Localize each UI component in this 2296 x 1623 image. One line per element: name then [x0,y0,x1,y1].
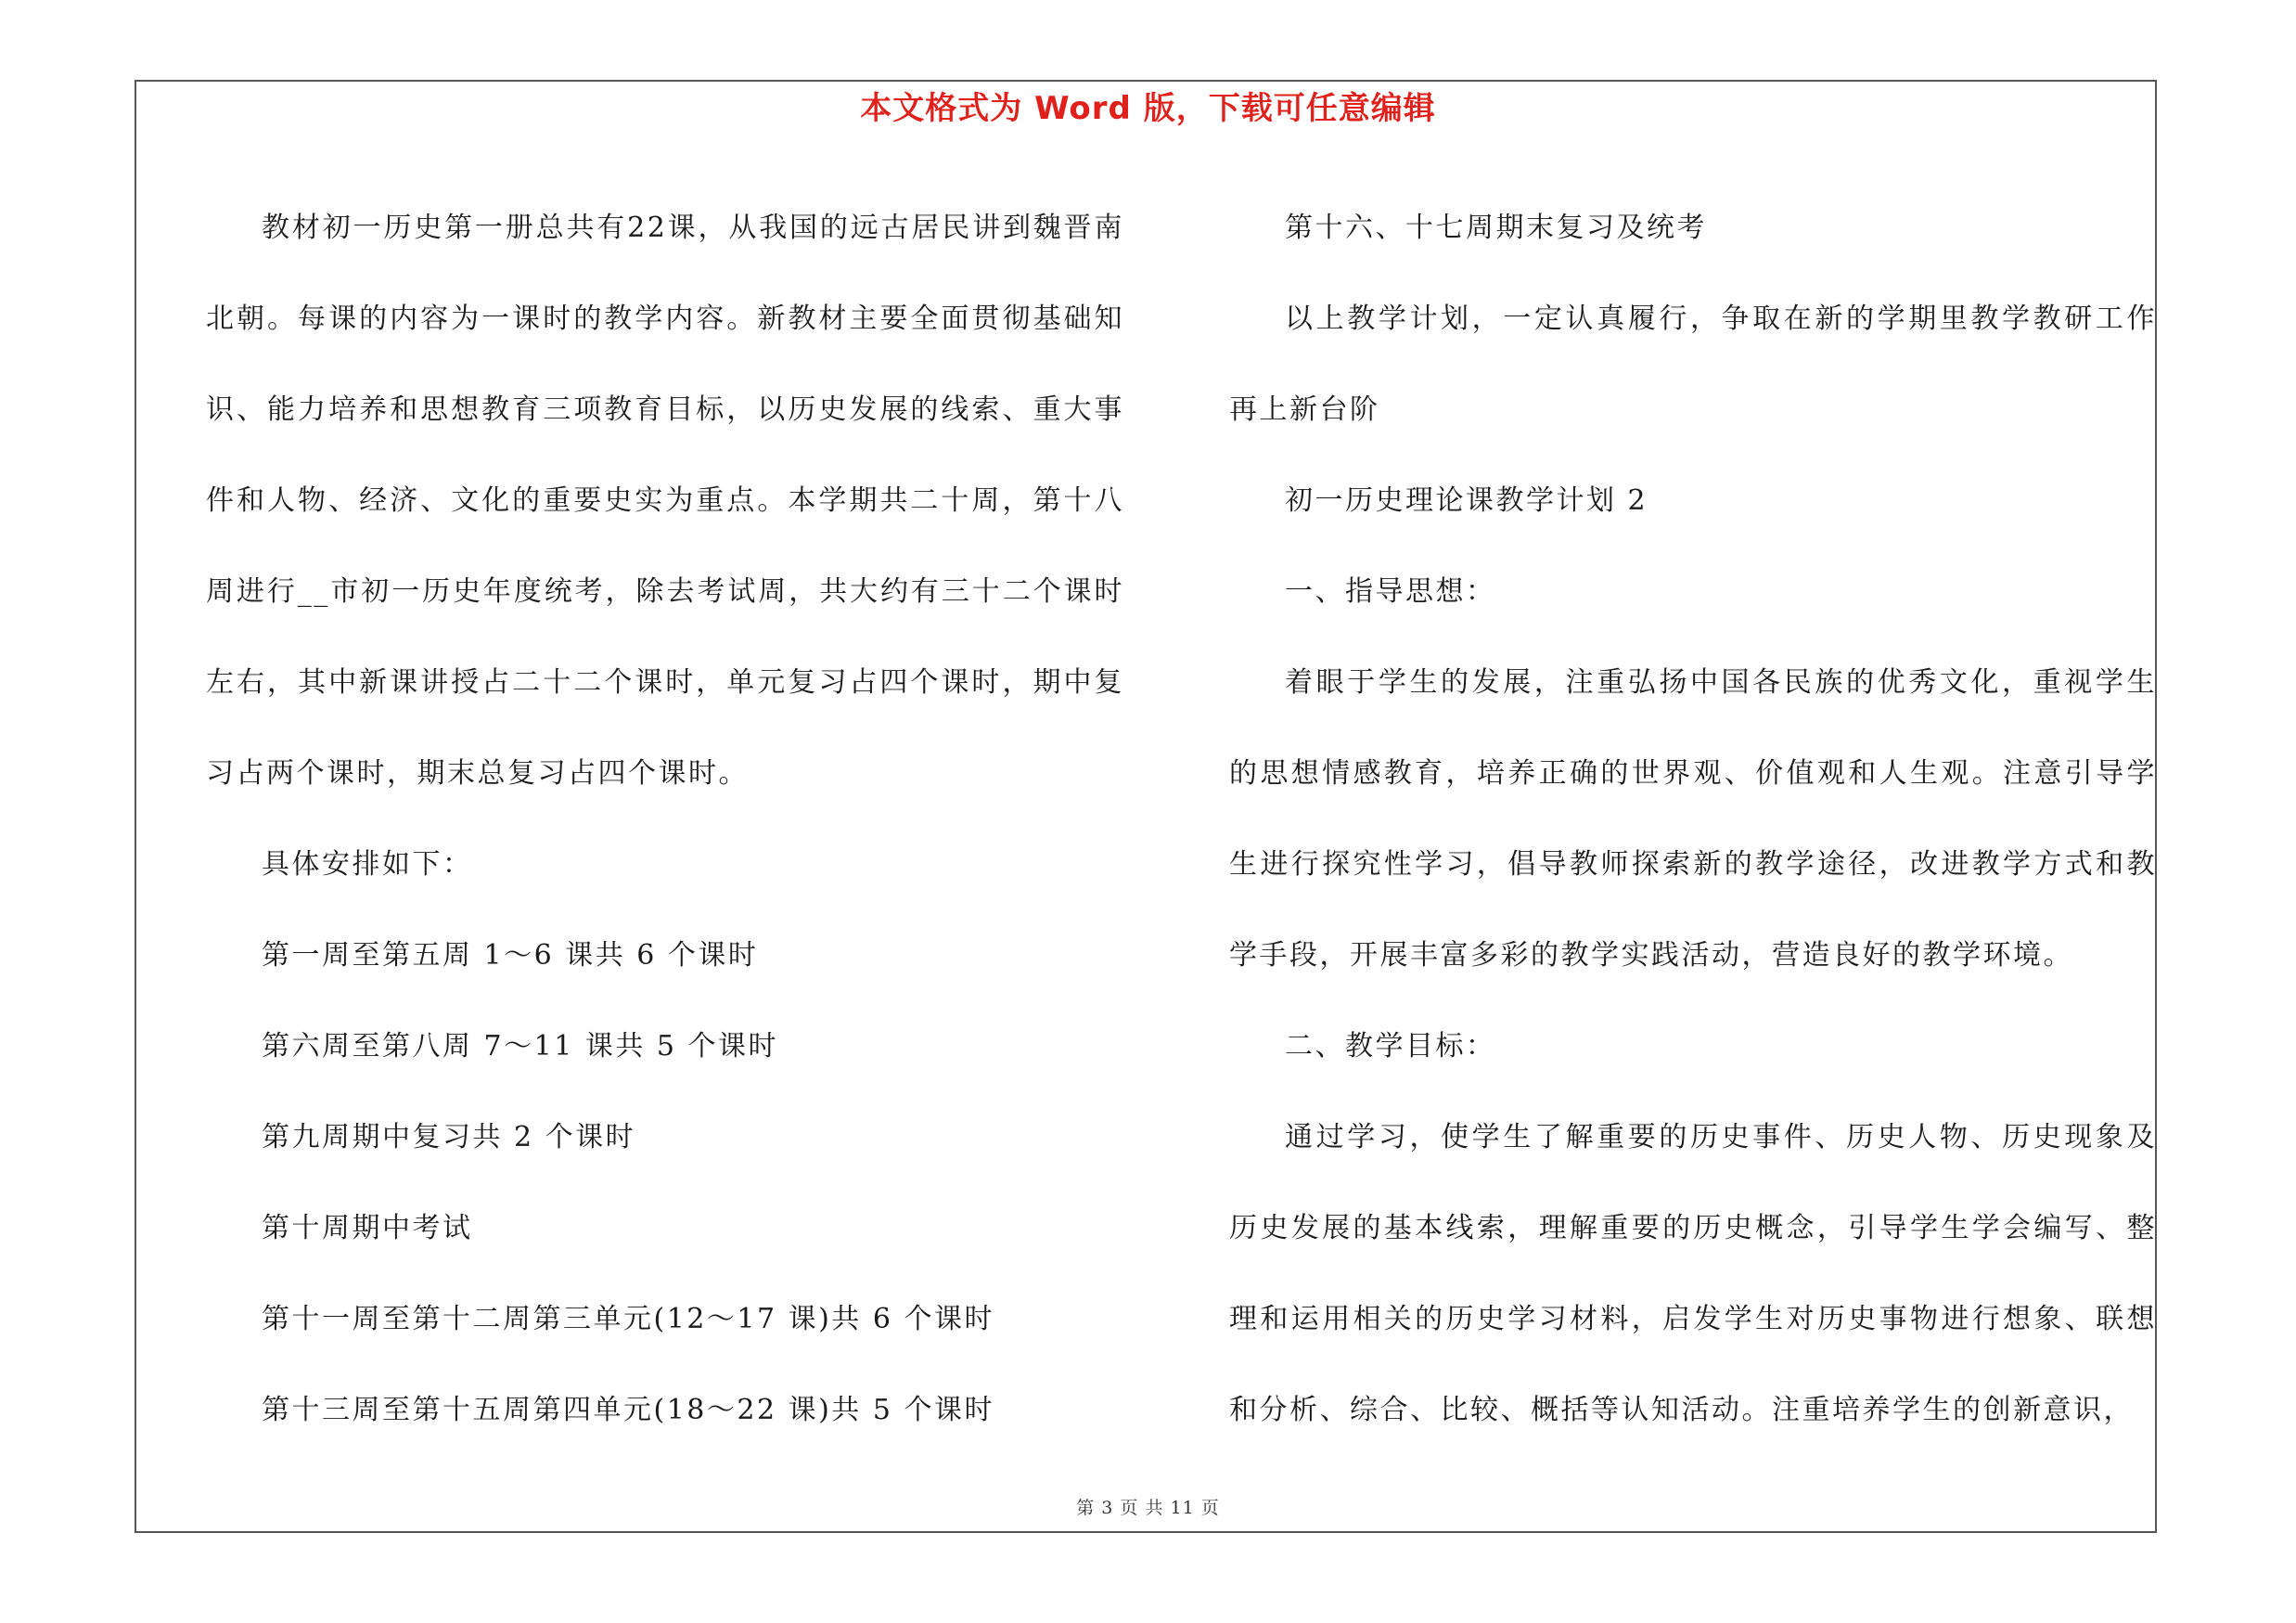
schedule-item: 第十周期中考试 [262,1212,473,1244]
right-column [1229,183,2157,1456]
schedule-item: 第一周至第五周 1～6 课共 6 个课时 [262,939,759,972]
format-banner: 本文格式为 Word 版，下载可任意编辑 [860,90,1436,127]
schedule-item: 第十一周至第十二周第三单元(12～17 课)共 6 个课时 [262,1303,994,1335]
section-title: 初一历史理论课教学计划 2 [1285,484,1648,517]
paragraph: 教材初一历史第一册总共有22课，从我国的远古居民讲到魏晋南北朝。每课的内容为一课时的教学内容。新教材主要全面贯彻基础知识、能力培养和思想教育三项教育目标，以历史发展的线索、重大事件和人物、经济、文化的重要史实为重点。本学期共二十周，第十八周进行__市初一历史年度统考，除去考试周，共大约有三十二个课时左右，其中新课讲授占二十二个课时，单元复习占四个课时，期中复习占两个课时，期末总复习占四个课时。 [206,212,1124,790]
paragraph: 具体安排如下： [262,848,473,881]
schedule-item: 第六周至第八周 7～11 课共 5 个课时 [262,1030,778,1063]
schedule-item: 第九周期中复习共 2 个课时 [262,1121,636,1153]
page-number: 第 3 页 共 11 页 [1076,1498,1220,1518]
paragraph: 以上教学计划，一定认真履行，争取在新的学期里教学教研工作再上新台阶 [1229,303,2157,426]
section-heading: 一、指导思想： [1285,575,1496,608]
paragraph: 着眼于学生的发展，注重弘扬中国各民族的优秀文化，重视学生的思想情感教育，培养正确的世界观、价值观和人生观。注意引导学生进行探究性学习，倡导教师探索新的教学途径，改进教学方式和教学手段，开展丰富多彩的教学实践活动，营造良好的教学环境。 [1229,666,2157,972]
paragraph: 通过学习，使学生了解重要的历史事件、历史人物、历史现象及历史发展的基本线索，理解重要的历史概念，引导学生学会编写、整理和运用相关的历史学习材料，启发学生对历史事物进行想象、联想和分析、综合、比较、概括等认知活动。注重培养学生的创新意识， [1229,1121,2157,1426]
schedule-item: 第十六、十七周期末复习及统考 [1285,212,1707,244]
left-column [206,183,1124,1456]
schedule-item: 第十三周至第十五周第四单元(18～22 课)共 5 个课时 [262,1394,994,1426]
section-heading: 二、教学目标： [1285,1030,1496,1063]
